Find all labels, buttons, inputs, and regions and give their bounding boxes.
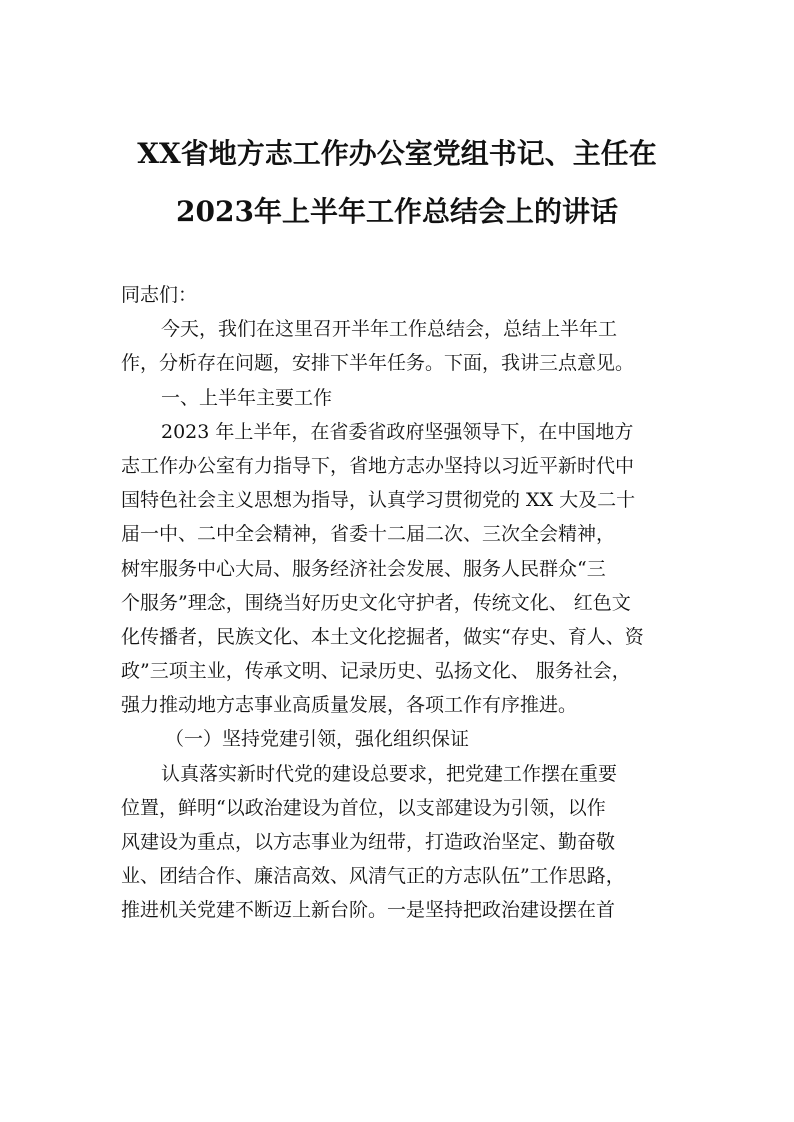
paragraph-line: 位置，鲜明“以政治建设为首位，以支部建设为引领，以作 xyxy=(121,796,606,819)
paragraph-line: 业、团结合作、廉洁高效、风清气正的方志队伍”工作思路， xyxy=(121,865,625,888)
document-title-line-2: 2023年上半年工作总结会上的讲话 xyxy=(176,195,618,228)
paragraph-line: 强力推动地方志事业高质量发展，各项工作有序推进。 xyxy=(121,694,578,717)
paragraph-line: 树牢服务中心大局、服务经济社会发展、服务人民群众“三 xyxy=(121,557,606,580)
paragraph-line: 推进机关党建不断迈上新台阶。一是坚持把政治建设摆在首 xyxy=(121,899,616,922)
paragraph-line: 届一中、二中全会精神，省委十二届二次、三次全会精神， xyxy=(121,523,616,546)
subsection-heading: （一）坚持党建引领，强化组织保证 xyxy=(165,728,470,751)
paragraph-line: 个服务”理念，围绕当好历史文化守护者，传统文化、 红色文 xyxy=(121,591,631,614)
salutation: 同志们： xyxy=(121,284,198,306)
paragraph-line: 志工作办公室有力指导下，省地方志办坚持以习近平新时代中 xyxy=(121,454,635,477)
paragraph-line: 作，分析存在问题，安排下半年任务。下面，我讲三点意见。 xyxy=(121,352,635,375)
paragraph-line: 认真落实新时代党的建设总要求，把党建工作摆在重要 xyxy=(161,762,618,785)
paragraph-line: 今天，我们在这里召开半年工作总结会，总结上半年工 xyxy=(161,318,618,341)
paragraph-line: 政”三项主业，传承文明、记录历史、弘扬文化、 服务社会， xyxy=(121,660,631,683)
paragraph-line: 化传播者，民族文化、本土文化挖掘者，做实“存史、育人、资 xyxy=(121,625,644,648)
document-title-line-1: XX省地方志工作办公室党组书记、主任在 xyxy=(137,137,657,170)
paragraph-line: 风建设为重点，以方志事业为纽带，打造政治坚定、勤奋敬 xyxy=(121,831,616,853)
paragraph-line: 2023 年上半年，在省委省政府坚强领导下，在中国地方 xyxy=(161,420,634,443)
section-heading: 一、上半年主要工作 xyxy=(161,386,333,409)
paragraph-line: 国特色社会主义思想为指导，认真学习贯彻党的 XX 大及二十 xyxy=(121,489,636,512)
document-body xyxy=(121,278,681,928)
